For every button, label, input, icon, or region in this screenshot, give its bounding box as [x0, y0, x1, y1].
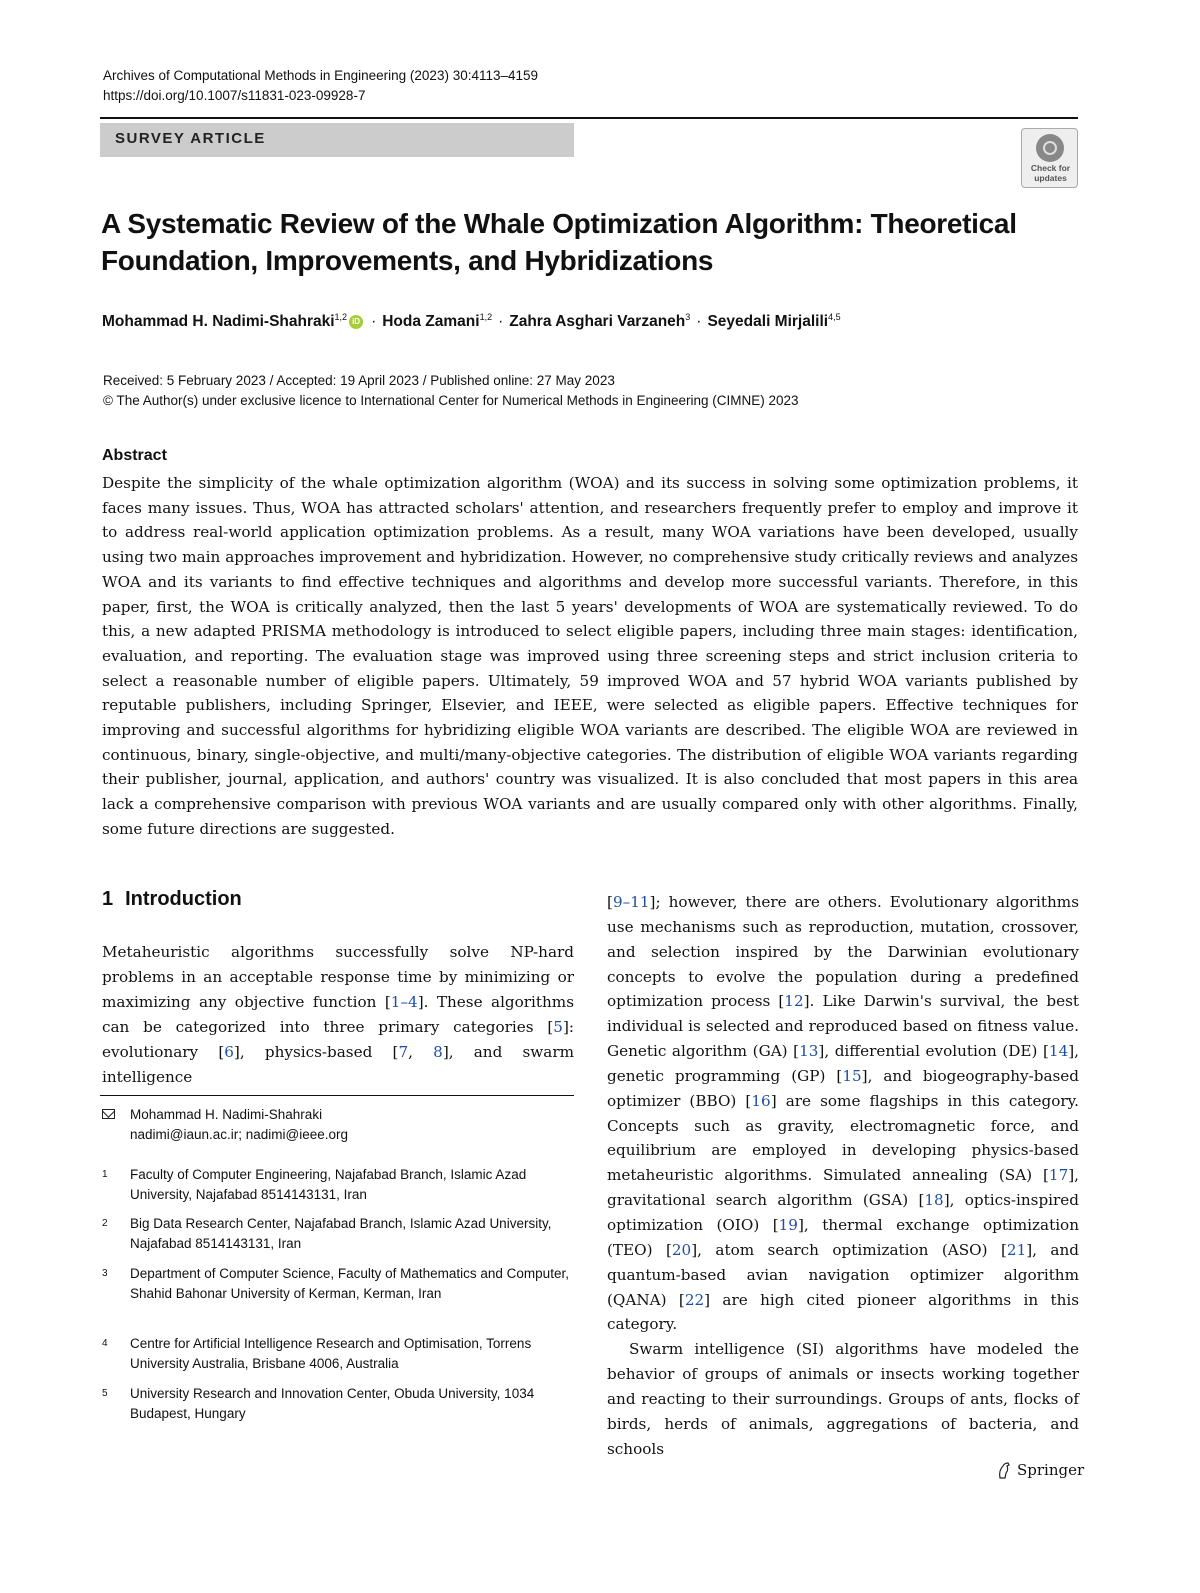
right-paragraph [607, 890, 1079, 1337]
text-run: ], optics-inspired optimization (OIO) [ [607, 1191, 1079, 1234]
footnote-rule [100, 1095, 574, 1096]
text-run: ]. These algorithms can be categorized into three primary categories [ [102, 993, 574, 1036]
citation-link[interactable]: 14 [1048, 1042, 1069, 1061]
text-run: ], thermal exchange optimization (TEO) [ [607, 1215, 1079, 1259]
citation-link[interactable]: 6 [224, 1043, 234, 1061]
doi-link[interactable]: https://doi.org/10.1007/s11831-023-09928-7 [103, 88, 366, 103]
copyright-line: © The Author(s) under exclusive licence to International Center for Numerical Methods in Engineering (CIMNE) 2023 [103, 393, 799, 408]
author-affiliation: 1,2 [334, 312, 348, 322]
citation-link[interactable]: 12 [784, 992, 804, 1011]
affiliation-mark: 3 [102, 1268, 108, 1279]
text-run: ], and quantum-based avian navigation optimizer algorithm (QANA) [ [607, 1240, 1079, 1309]
springer-horse-icon [996, 1461, 1012, 1479]
citation-link[interactable]: 16 [751, 1091, 771, 1110]
left-column-text [102, 940, 574, 1090]
citation-link[interactable]: 13 [799, 1042, 819, 1061]
article-title: A Systematic Review of the Whale Optimization Algorithm: Theoretical Foundation, Improvements, and Hybridizations [101, 208, 1017, 276]
publisher-name: Springer [1017, 1461, 1085, 1479]
citation-link[interactable]: 7 [398, 1043, 409, 1061]
corresponding-author: Mohammad H. Nadimi-Shahraki [130, 1107, 323, 1122]
text-run: ]; however, there are others. Evolutionary algorithms use mechanisms such as reproduction, mutation, crossover, and selection inspired by the Darwinian evolutionary concepts to evolve the population during a predefined optimization process [ [607, 893, 1079, 1011]
text-run: ], and biogeography-based optimizer (BBO) [ [607, 1066, 1079, 1110]
text-run: ], physics-based [ [233, 1043, 399, 1061]
text-run: , [408, 1043, 434, 1061]
citation-link[interactable]: 1–4 [390, 993, 418, 1011]
text-run: ], genetic programming (GP) [ [607, 1042, 1079, 1085]
affiliation-text: Faculty of Computer Engineering, Najafabad Branch, Islamic Azad University, Najafabad 8514143131, Iran [130, 1167, 527, 1202]
journal-citation: Archives of Computational Methods in Engineering (2023) 30:4113–4159 [103, 68, 539, 83]
abstract-heading: Abstract [102, 447, 167, 464]
section-heading [102, 888, 242, 911]
citation-link[interactable]: 5 [553, 1018, 563, 1036]
text-run: ]. Like Darwin's survival, the best individual is selected and reproduced based on fitness value. Genetic algorithm (GA) [ [607, 992, 1079, 1061]
badge-label: Check for updates [1030, 163, 1071, 183]
section-title: Introduction [125, 888, 242, 910]
citation-link[interactable]: 19 [778, 1215, 798, 1234]
right-paragraph: Swarm intelligence (SI) algorithms have modeled the behavior of groups of animals or insects working together and reacting to their surroundings. Groups of ants, flocks of birds, herds of animals, aggregations of bacteria, and schools [607, 1340, 1079, 1458]
affiliation-mark: 2 [102, 1218, 108, 1229]
text-run: ] are high cited pioneer algorithms in this category. [607, 1290, 1080, 1334]
article-type-label: SURVEY ARTICLE [115, 130, 266, 147]
abstract-text: Despite the simplicity of the whale optimization algorithm (WOA) and its success in solving some optimization problems, it faces many issues. Thus, WOA has attracted scholars' attention, and researchers frequently prefer to employ and improve it to address real-world application optimization problems. As a result, many WOA variations have been developed, usually using two main approaches improvement and hybridization. However, no comprehensive study critically reviews and analyzes WOA and its variants to find effective techniques and algorithms and develop more successful variants. Therefore, in this paper, first, the WOA is critically analyzed, then the last 5 years' developments of WOA are systematically reviewed. To do this, a new adapted PRISMA methodology is introduced to select eligible papers, including three main stages: identification, evaluation, and reporting. The evaluation stage was improved using three screening steps and strict inclusion criteria to select a reasonable number of eligible papers. Ultimately, 59 improved WOA and 57 hybrid WOA variants published by reputable publishers, including Springer, Elsevier, and IEEE, were selected as eligible papers. Effective techniques for improving and successful algorithms for hybridizing eligible WOA variants are described. The eligible WOA are reviewed in continuous, binary, single-objective, and multi/many-objective categories. The distribution of eligible WOA variants regarding their publisher, journal, application, and authors' country was visualized. It is also concluded that most papers in this area lack a comprehensive comparison with previous WOA variants and are usually compared only with other algorithms. Finally, some future directions are suggested. [102, 474, 1078, 838]
text-run: Metaheuristic algorithms successfully solve NP-hard problems in an acceptable response time by minimizing or maximizing any objective function [ [102, 943, 574, 1011]
affiliation-mark: 1 [102, 1169, 108, 1180]
check-for-updates-badge[interactable] [1021, 128, 1078, 188]
left-paragraph [102, 943, 574, 1086]
author-name[interactable]: Hoda Zamani [382, 313, 480, 331]
citation-link[interactable]: 17 [1048, 1166, 1069, 1185]
citation-link[interactable]: 8 [433, 1043, 443, 1061]
affiliation-text: Department of Computer Science, Faculty of Mathematics and Computer, Shahid Bahonar University of Kerman, Kerman, Iran [130, 1266, 569, 1301]
citation-link[interactable]: 15 [842, 1066, 862, 1085]
envelope-icon [102, 1109, 115, 1119]
affiliation-text: University Research and Innovation Center, Obuda University, 1034 Budapest, Hungary [130, 1386, 535, 1421]
citation-link[interactable]: 18 [924, 1191, 944, 1210]
author-name[interactable]: Mohammad H. Nadimi-Shahraki [102, 313, 335, 331]
citation-link[interactable]: 22 [684, 1290, 705, 1309]
section-number: 1 [102, 888, 114, 910]
publication-dates [103, 371, 799, 411]
received-accepted-line: Received: 5 February 2023 / Accepted: 19 April 2023 / Published online: 27 May 2023 [103, 373, 615, 388]
author-name[interactable]: Seyedali Mirjalili [707, 313, 829, 331]
author-list: Mohammad H. Nadimi-Shahraki$^{1,2}$ iD · Hoda Zamani$^{1,2}$ · Zahra Asghari Varzaneh$^3$ · Seyedali Mirjalili$^{4,5}$ [102, 312, 841, 331]
right-column-text [607, 890, 1079, 1461]
affiliation-text: Centre for Artificial Intelligence Research and Optimisation, Torrens University Australia, Brisbane 4006, Australia [130, 1336, 532, 1371]
text-run: ], and swarm intelligence [102, 1043, 575, 1086]
text-run: ]: evolutionary [ [102, 1018, 574, 1061]
affiliation-mark: 5 [102, 1388, 108, 1399]
journal-header [103, 66, 538, 106]
check-updates-icon [1036, 134, 1064, 162]
citation-link[interactable]: 21 [1006, 1240, 1027, 1259]
author-affiliation: 3 [685, 312, 691, 322]
text-run: [ [607, 893, 613, 911]
corresponding-email[interactable]: nadimi@iaun.ac.ir; nadimi@ieee.org [130, 1127, 349, 1142]
author-name[interactable]: Zahra Asghari Varzaneh [509, 313, 686, 331]
citation-link[interactable]: 20 [671, 1240, 692, 1259]
top-rule [100, 117, 1078, 119]
orcid-icon[interactable]: iD [349, 315, 363, 329]
citation-link[interactable]: 9–11 [612, 893, 650, 911]
text-run: ], gravitational search algorithm (GSA) [ [607, 1166, 1079, 1210]
author-affiliation: 1,2 [479, 312, 493, 322]
text-run: ], differential evolution (DE) [ [818, 1042, 1049, 1061]
author-affiliation: 4,5 [828, 312, 841, 322]
affiliation-mark: 4 [102, 1338, 108, 1349]
publisher-logo [996, 1461, 1084, 1479]
text-run: ], atom search optimization (ASO) [ [691, 1240, 1007, 1259]
affiliation-text: Big Data Research Center, Najafabad Branch, Islamic Azad University, Najafabad 8514143131, Iran [130, 1216, 552, 1251]
text-run: ] are some flagships in this category. Concepts such as gravity, electromagnetic force, and equilibrium are employed in developing physics-based metaheuristic algorithms. Simulated annealing (SA) [ [607, 1091, 1079, 1185]
